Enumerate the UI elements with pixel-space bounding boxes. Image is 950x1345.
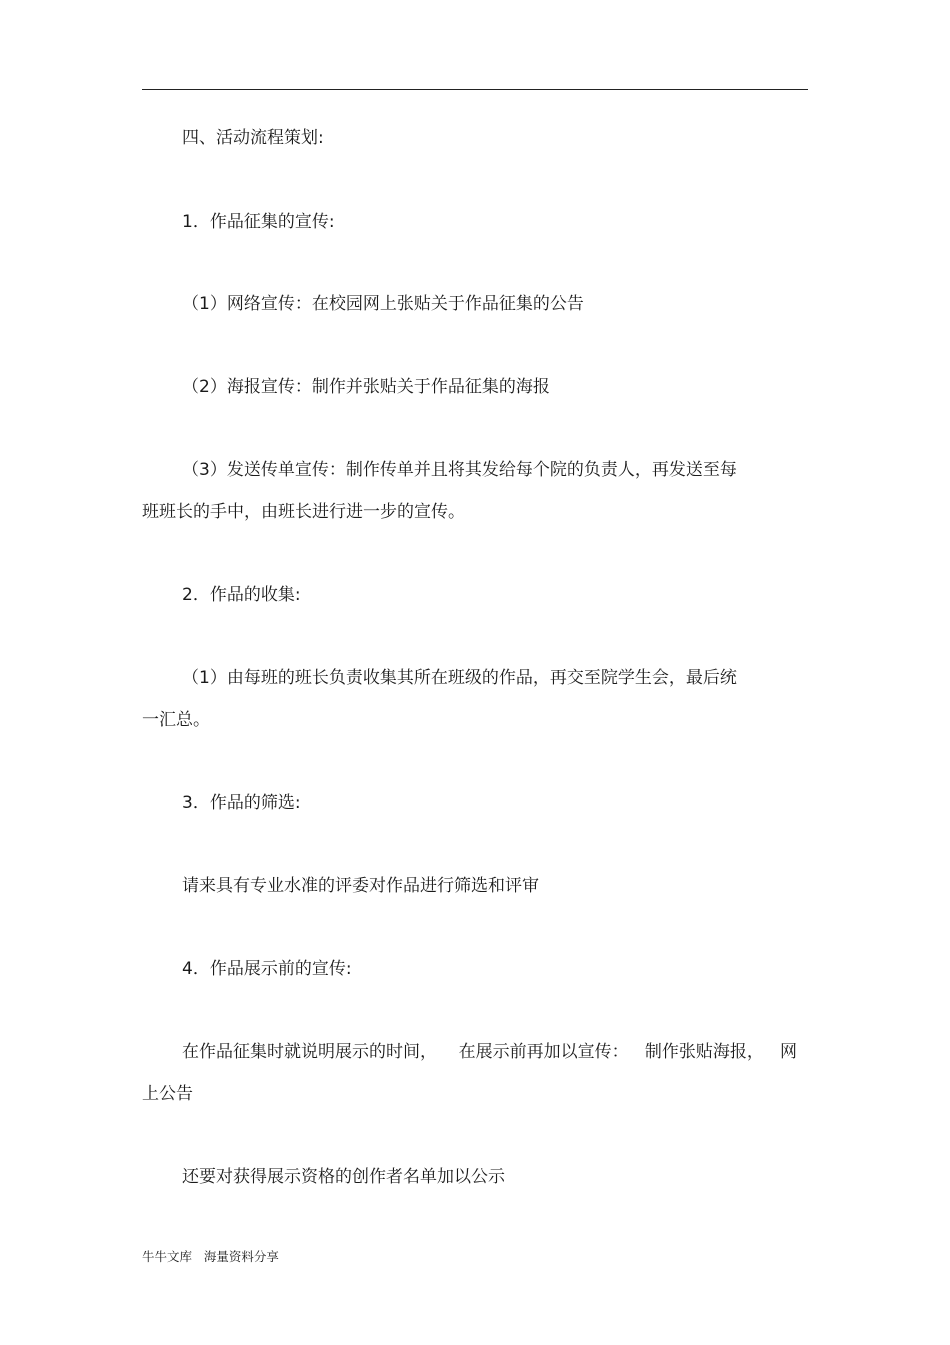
- step-heading: 2．作品的收集:: [182, 585, 301, 605]
- section-heading: 四、活动流程策划:: [182, 128, 324, 148]
- step-heading: 4．作品展示前的宣传:: [182, 959, 352, 979]
- paragraph-continuation: 上公告: [142, 1084, 193, 1104]
- paragraph-continuation: 一汇总。: [142, 710, 210, 730]
- step-heading: 3．作品的筛选:: [182, 793, 301, 813]
- paragraph: （3）发送传单宣传：制作传单并且将其发给每个院的负责人，再发送至每: [182, 460, 737, 480]
- paragraph-continuation: 班班长的手中，由班长进行进一步的宣传。: [142, 502, 465, 522]
- paragraph: 请来具有专业水准的评委对作品进行筛选和评审: [182, 876, 539, 896]
- paragraph: 在作品征集时就说明展示的时间， 在展示前再加以宣传： 制作张贴海报， 网: [182, 1042, 798, 1062]
- step-heading: 1．作品征集的宣传:: [182, 212, 335, 232]
- paragraph: （2）海报宣传：制作并张贴关于作品征集的海报: [182, 377, 550, 397]
- paragraph: 还要对获得展示资格的创作者名单加以公示: [182, 1167, 505, 1187]
- paragraph: （1）由每班的班长负责收集其所在班级的作品，再交至院学生会，最后统: [182, 668, 737, 688]
- header-rule: [142, 89, 808, 90]
- paragraph: （1）网络宣传：在校园网上张贴关于作品征集的公告: [182, 294, 584, 314]
- footer-text: 牛牛文库 海量资料分享: [142, 1249, 279, 1264]
